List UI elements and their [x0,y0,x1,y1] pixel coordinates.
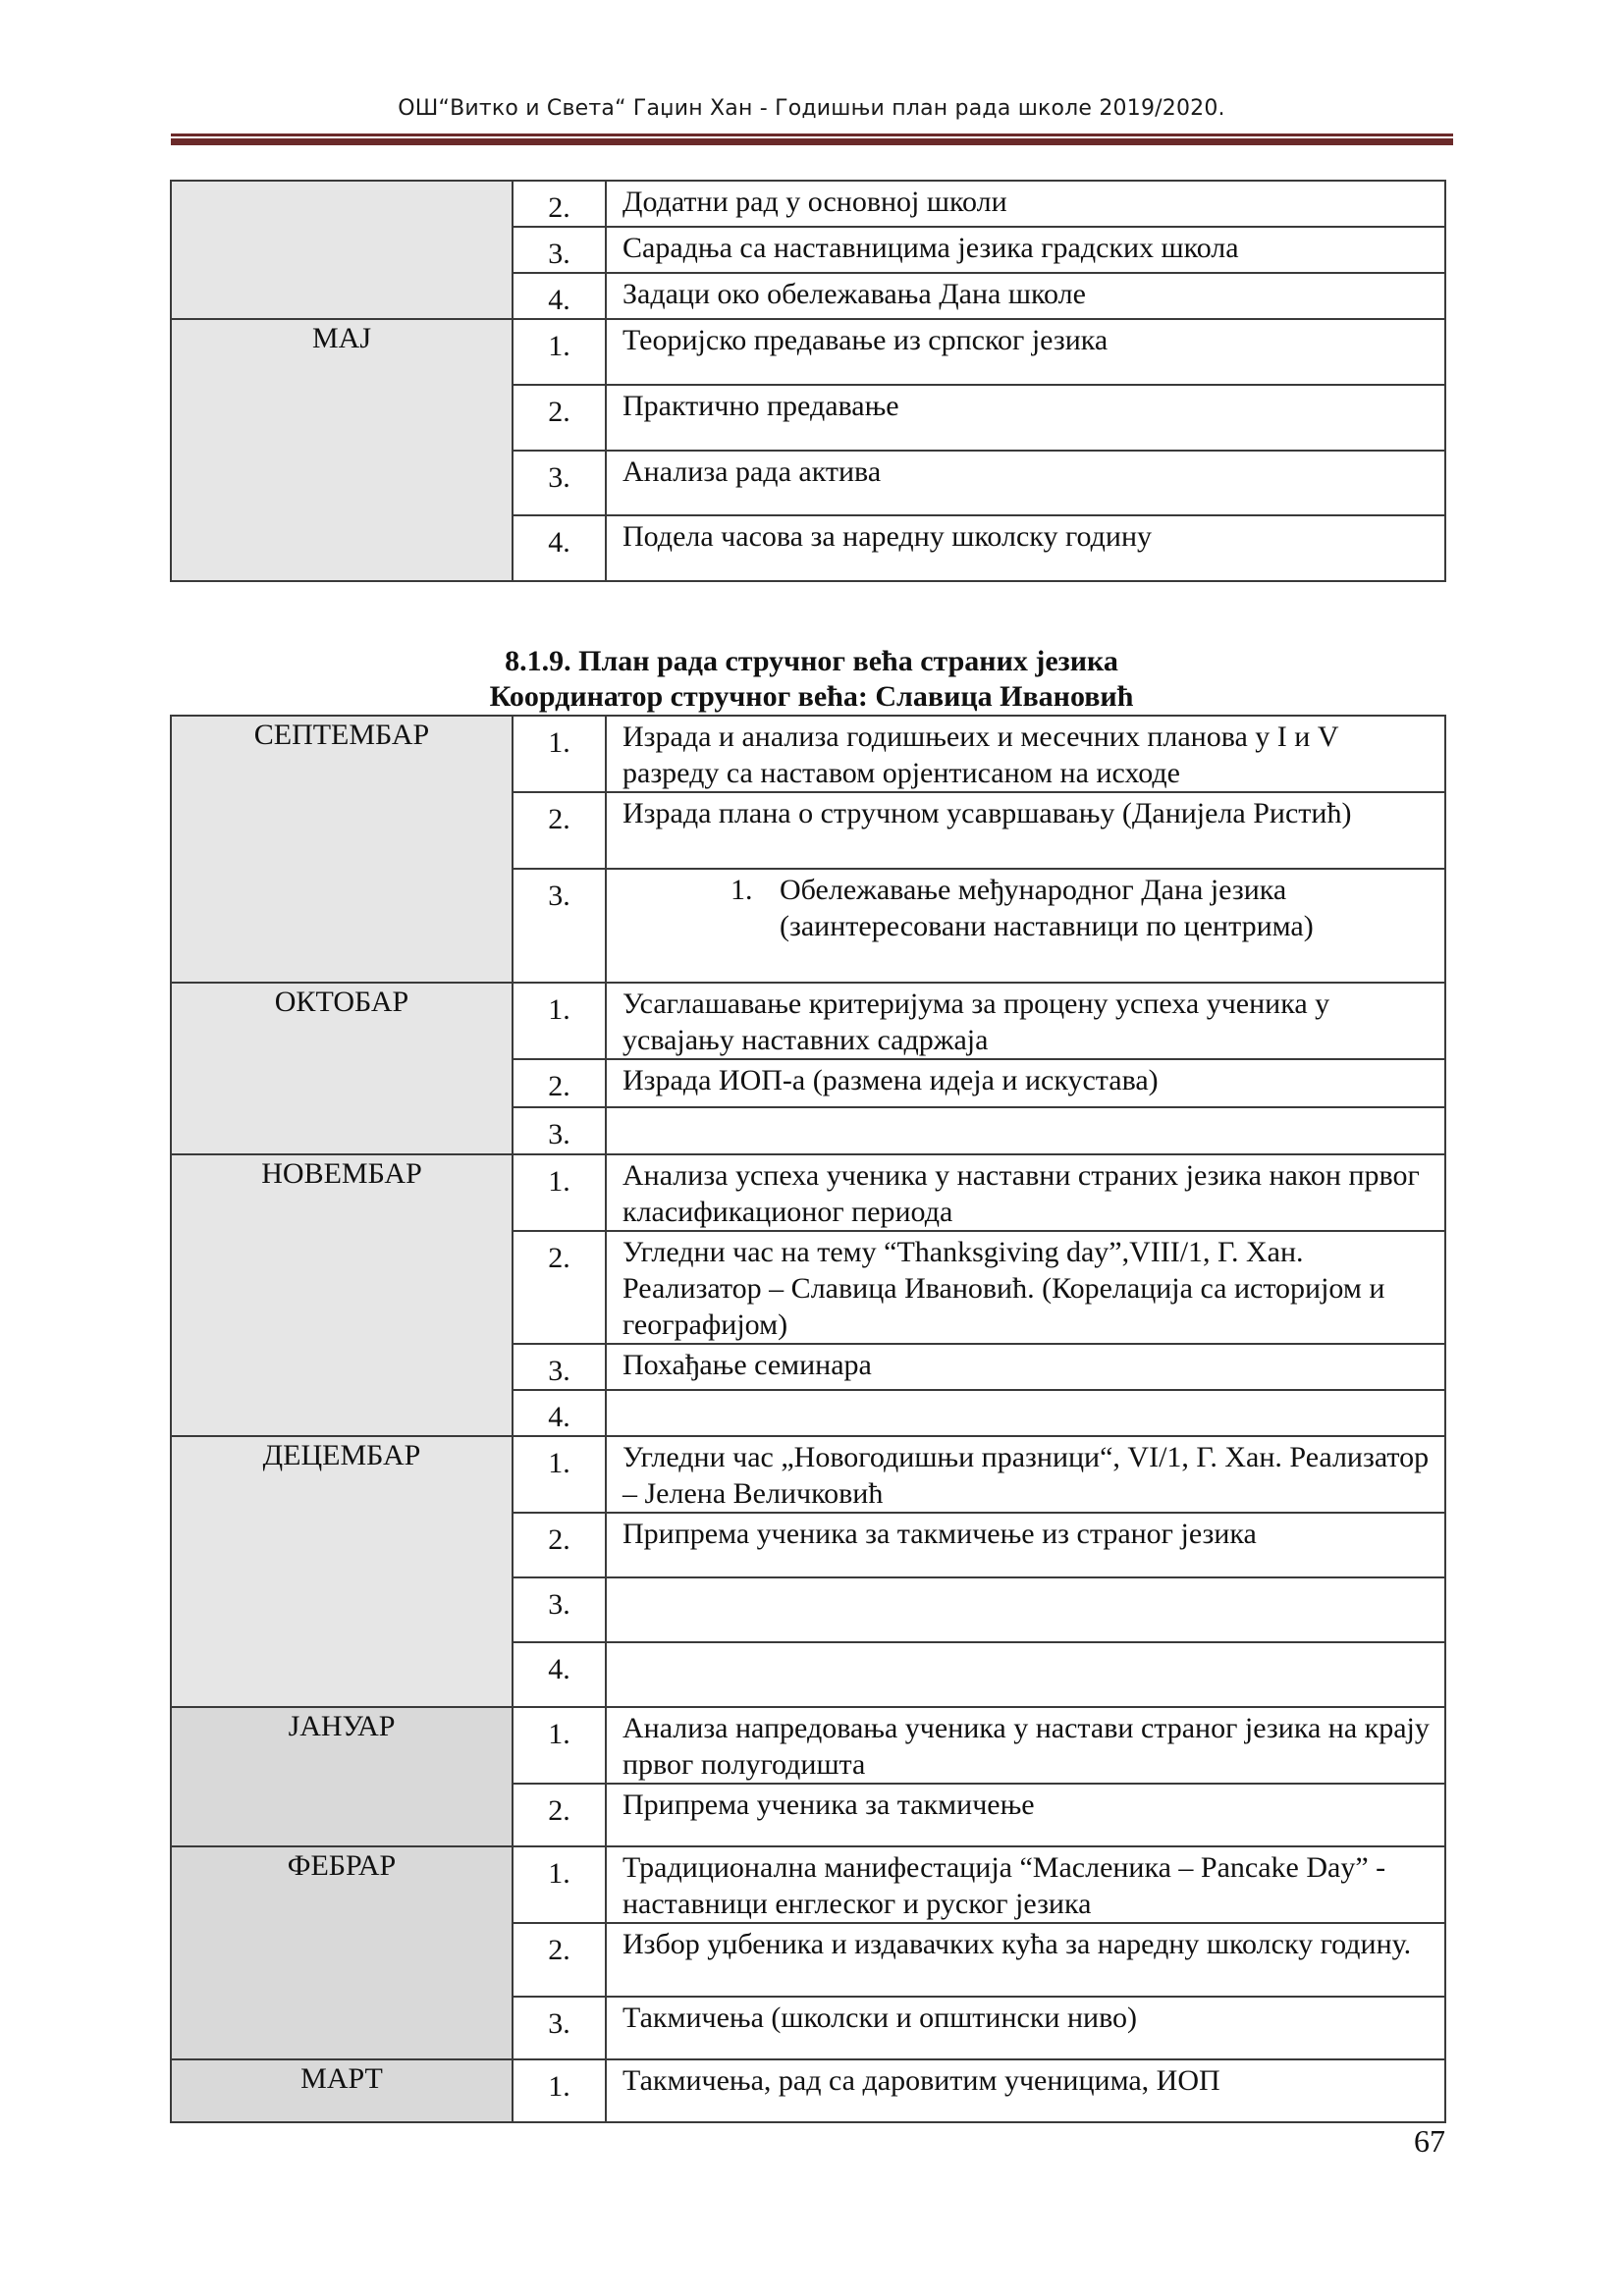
item-text [606,1107,1445,1154]
month-cell-september: СЕПТЕМБАР [171,716,513,983]
header-rule-thin [171,133,1453,136]
item-text: Припрема ученика за такмичење [606,1784,1445,1846]
item-text: Угледни час „Новогодишњи празници“, VI/1, Г. Хан. Реализатор – Јелена Величковић [606,1436,1445,1513]
item-number: 3. [513,227,606,273]
item-number: 1. [513,2059,606,2122]
item-text: Анализа рада актива [606,451,1445,515]
table-row [171,1154,1445,1231]
month-cell-december: ДЕЦЕМБАР [171,1436,513,1707]
item-text: Такмичења, рад са даровитим ученицима, ИОП [606,2059,1445,2122]
item-number: 4. [513,1390,606,1436]
table-row [171,319,1445,385]
section-coordinator: Координатор стручног већа: Славица Ивановић [489,680,1134,713]
item-text: Анализа успеха ученика у наставни страних језика након првог класификационог периода [606,1154,1445,1231]
month-cell-january: ЈАНУАР [171,1707,513,1846]
item-text: Сарадња са наставницима језика градских школа [606,227,1445,273]
item-text: Теоријско предавање из српског језика [606,319,1445,385]
item-number: 1. [513,983,606,1059]
item-number: 1. [513,1436,606,1513]
item-number: 2. [513,792,606,869]
item-number: 1. [513,716,606,792]
header-rule-thick [171,138,1453,145]
item-number: 1. [513,1707,606,1784]
sublist-text: Обележавање међународног Дана језика (заинтересовани наставници по центрима) [780,874,1314,942]
item-number: 2. [513,1784,606,1846]
item-number: 2. [513,1513,606,1577]
table-row [171,2059,1445,2122]
item-text: Израда ИОП-а (размена идеја и искустава) [606,1059,1445,1107]
month-cell-february: ФЕБРАР [171,1846,513,2059]
month-cell-march: МАРТ [171,2059,513,2122]
item-text [606,1577,1445,1642]
numbered-sublist [622,872,1436,944]
item-number: 2. [513,181,606,227]
item-number: 2. [513,1231,606,1344]
item-number: 3. [513,1577,606,1642]
item-text: Припрема ученика за такмичење из страног језика [606,1513,1445,1577]
item-number: 4. [513,1642,606,1707]
activity-table-continued [170,180,1446,582]
page-number: 67 [1414,2123,1445,2159]
running-header: ОШ“Витко и Света“ Гаџин Хан - Годишњи план рада школе 2019/2020. [398,96,1225,121]
item-text: Подела часова за наредну школску годину [606,515,1445,581]
item-text: Додатни рад у основној школи [606,181,1445,227]
item-text: Анализа напредовања ученика у настави страног језика на крају првог полугодишта [606,1707,1445,1784]
item-number: 3. [513,1107,606,1154]
month-cell: МАЈ [171,319,513,581]
item-number: 3. [513,451,606,515]
table-row [171,1846,1445,1923]
table-row [171,1707,1445,1784]
item-number: 1. [513,1154,606,1231]
item-number: 1. [513,319,606,385]
foreign-languages-plan-table [170,715,1446,2123]
item-number: 2. [513,385,606,451]
sublist-number: 1. [730,874,753,906]
month-cell-november: НОВЕМБАР [171,1154,513,1436]
item-number: 1. [513,1846,606,1923]
item-text [606,869,1445,983]
item-text: Традиционална манифестација “Масленика – Pancake Day” - наставници енглеског и руског језика [606,1846,1445,1923]
item-number: 4. [513,515,606,581]
item-text: Усаглашавање критеријума за процену успеха ученика у усвајању наставних садржаја [606,983,1445,1059]
item-text: Угледни час на тему “Thanksgiving day”,VIII/1, Г. Хан. Реализатор – Славица Ивановић. (Корелација са историјом и географијом) [606,1231,1445,1344]
month-cell-october: ОКТОБАР [171,983,513,1154]
item-text [606,1642,1445,1707]
item-text: Избор уџбеника и издавачких кућа за наредну школску годину. [606,1923,1445,1997]
item-text: Похађање семинара [606,1344,1445,1390]
item-text: Практично предавање [606,385,1445,451]
item-number: 3. [513,869,606,983]
table-row [171,716,1445,792]
item-text: Задаци око обележавања Дана школе [606,273,1445,319]
item-text [606,1390,1445,1436]
section-title: 8.1.9. План рада стручног већа страних језика [505,645,1118,677]
item-number: 3. [513,1344,606,1390]
item-number: 3. [513,1997,606,2059]
table-row [171,983,1445,1059]
item-number: 2. [513,1059,606,1107]
item-text: Такмичења (школски и општински ниво) [606,1997,1445,2059]
month-cell [171,181,513,319]
item-number: 2. [513,1923,606,1997]
table-row [171,181,1445,227]
table-row [171,1436,1445,1513]
item-text: Израда и анализа годишњеих и месечних планова у I и V разреду са наставом орјентисаном на исходе [606,716,1445,792]
item-number: 4. [513,273,606,319]
item-text: Израда плана о стручном усавршавању (Данијела Ристић) [606,792,1445,869]
